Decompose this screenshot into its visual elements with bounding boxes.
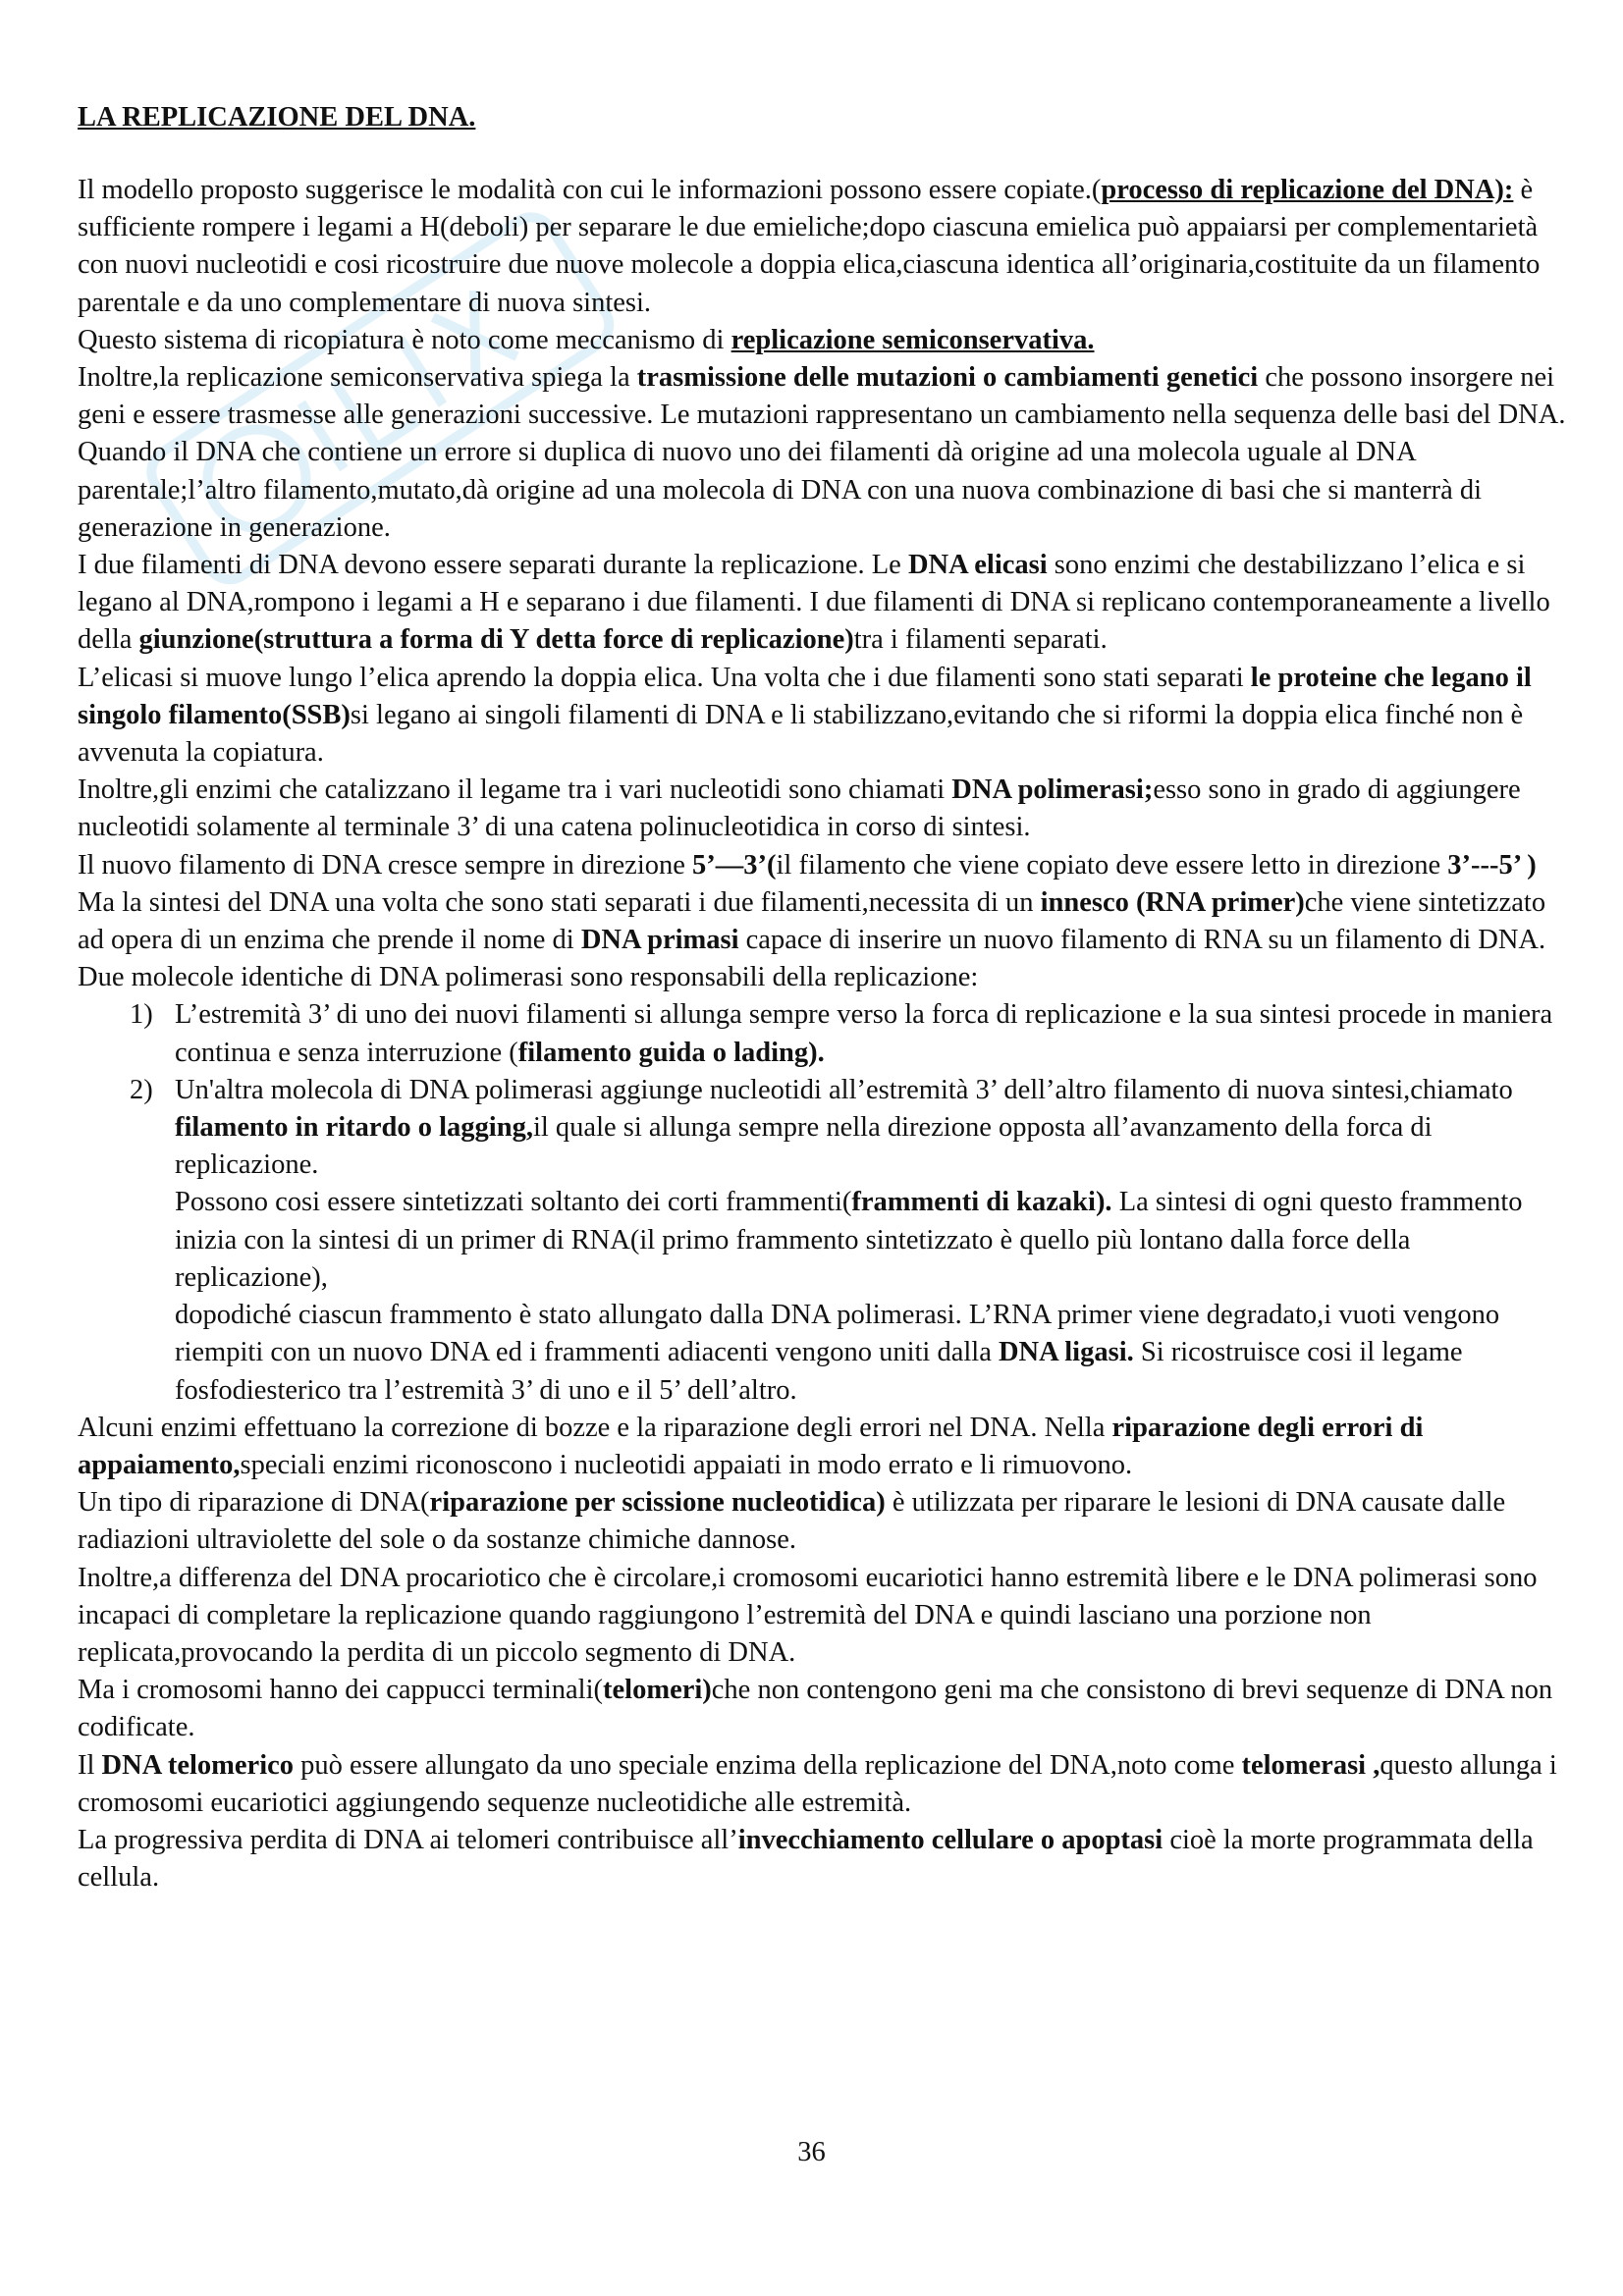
page-number: 36 [797,2137,826,2167]
paragraph: La progressiva perdita di DNA ai telomeri contribuisce all’invecchiamento cellulare o apoptasi cioè la morte programmata della cellula. [78,1824,1534,1894]
paragraph: Ma la sintesi del DNA una volta che sono stati separati i due filamenti,necessita di un innesco (RNA primer)che viene sintetizzato ad opera di un enzima che prende il nome di DNA primasi capace di inserire un nuovo filamento di RNA su un filamento di DNA. [78,886,1546,956]
paragraph: I due filamenti di DNA devono essere separati durante la replicazione. Le DNA elicasi sono enzimi che destabilizzano l’elica e si legano al DNA,rompono i legami a H e separano i due filamenti. I due filamenti di DNA si replicano contemporaneamente a livello della giunzione(struttura a forma di Y detta force di replicazione)tra i filamenti separati. [78,550,1550,656]
paragraph: Un tipo di riparazione di DNA(riparazione per scissione nucleotidica) è utilizzata per riparare le lesioni di DNA causate dalle radiazioni ultraviolette del sole o da sostanze chimiche dannose. [78,1487,1506,1556]
paragraph: Due molecole identiche di DNA polimerasi sono responsabili della replicazione: [78,962,979,993]
paragraph: Inoltre,la replicazione semiconservativa spiega la trasmissione delle mutazioni o cambiamenti genetici che possono insorgere nei geni e essere trasmesse alle generazioni successive. Le mutazioni rappresentano un cambiamento nella sequenza delle basi del DNA. [78,362,1566,431]
paragraph: Quando il DNA che contiene un errore si duplica di nuovo uno dei filamenti dà origine ad una molecola uguale al DNA parentale;l’altro filamento,mutato,dà origine ad una molecola di DNA con una nuova combinazione di basi che si manterrà di generazione in generazione. [78,437,1483,543]
numbered-list [78,996,1570,1409]
paragraph: Inoltre,gli enzimi che catalizzano il legame tra i vari nucleotidi sono chiamati DNA polimerasi;esso sono in grado di aggiungere nucleotidi solamente al terminale 3’ di una catena polinucleotidica in corso di sintesi. [78,774,1521,843]
paragraph: Ma i cromosomi hanno dei cappucci terminali(telomeri)che non contengono geni ma che consistono di brevi sequenze di DNA non codificate. [78,1675,1553,1743]
paragraph: L’elicasi si muove lungo l’elica aprendo la doppia elica. Una volta che i due filamenti sono stati separati le proteine che legano il singolo filamento(SSB)si legano ai singoli filamenti di DNA e li stabilizzano,evitando che si riformi la doppia elica finché non è avvenuta la copiatura. [78,662,1532,769]
page-title: LA REPLICAZIONE DEL DNA. [78,102,476,133]
paragraph: Il modello proposto suggerisce le modalità con cui le informazioni possono essere copiate.(processo di replicazione del DNA): è sufficiente rompere i legami a H(deboli) per separare le due emieliche;dopo ciascuna emielica può appaiarsi per complementarietà con nuovi nucleotidi e cosi ricostruire due nuove molecole a doppia elica,ciascuna identica all’originaria,costituite da un filamento parentale e da uno complementare di nuova sintesi. [78,175,1541,318]
list-item: 1) L’estremità 3’ di uno dei nuovi filamenti si allunga sempre verso la forca di replicazione e la sua sintesi procede in maniera continua e senza interruzione (filamento guida o lading). [78,996,1570,1071]
document-body [78,172,1570,1896]
list-number: 2) [130,1074,153,1105]
list-item-subparagraph: dopodiché ciascun frammento è stato allungato dalla DNA polimerasi. L’RNA primer viene degradato,i vuoti vengono riempiti con un nuovo DNA ed i frammenti adiacenti vengono uniti dalla DNA ligasi. Si ricostruisce cosi il legame fosfodiesterico tra l’estremità 3’ di uno e il 5’ dell’altro. [175,1300,1500,1406]
paragraph: Questo sistema di ricopiatura è noto come meccanismo di replicazione semiconservativa. [78,324,1095,355]
paragraph: Il DNA telomerico può essere allungato da uno speciale enzima della replicazione del DNA,noto come telomerasi ,questo allunga i cromosomi eucariotici aggiungendo sequenze nucleotidiche alle estremità. [78,1749,1557,1818]
paragraph: Il nuovo filamento di DNA cresce sempre in direzione 5’—3’(il filamento che viene copiato deve essere letto in direzione 3’---5’ ) [78,849,1537,881]
list-number: 1) [130,999,153,1031]
list-item: 2) Un'altra molecola di DNA polimerasi aggiunge nucleotidi all’estremità 3’ dell’altro filamento di nuova sintesi,chiamato filamento in ritardo o lagging,il quale si allunga sempre nella direzione opposta all’avanzamento della forca di replicazione. Possono cosi essere sintetizzati soltanto dei corti frammenti(frammenti di kazaki). La sintesi di ogni questo frammento inizia con la sintesi di un primer di RNA(il primo frammento sintetizzato è quello più lontano dalla force della replicazione), dopodiché ciascun frammento è stato allungato dalla DNA polimerasi. L’RNA primer viene degradato,i vuoti vengono riempiti con un nuovo DNA ed i frammenti adiacenti vengono uniti dalla DNA ligasi. Si ricostruisce cosi il legame fosfodiesterico tra l’estremità 3’ di uno e il 5’ dell’altro. [78,1072,1570,1410]
list-item-subparagraph: Possono cosi essere sintetizzati soltanto dei corti frammenti(frammenti di kazaki). La sintesi di ogni questo frammento inizia con la sintesi di un primer di RNA(il primo frammento sintetizzato è quello più lontano dalla force della replicazione), [175,1187,1523,1293]
paragraph: Alcuni enzimi effettuano la correzione di bozze e la riparazione degli errori nel DNA. Nella riparazione degli errori di appaiamento,speciali enzimi riconoscono i nucleotidi appaiati in modo errato e li rimuovono. [78,1412,1424,1480]
paragraph: Inoltre,a differenza del DNA procariotico che è circolare,i cromosomi eucariotici hanno estremità libere e le DNA polimerasi sono incapaci di completare la replicazione quando raggiungono l’estremità del DNA e quindi lasciano una porzione non replicata,provocando la perdita di un piccolo segmento di DNA. [78,1562,1538,1668]
